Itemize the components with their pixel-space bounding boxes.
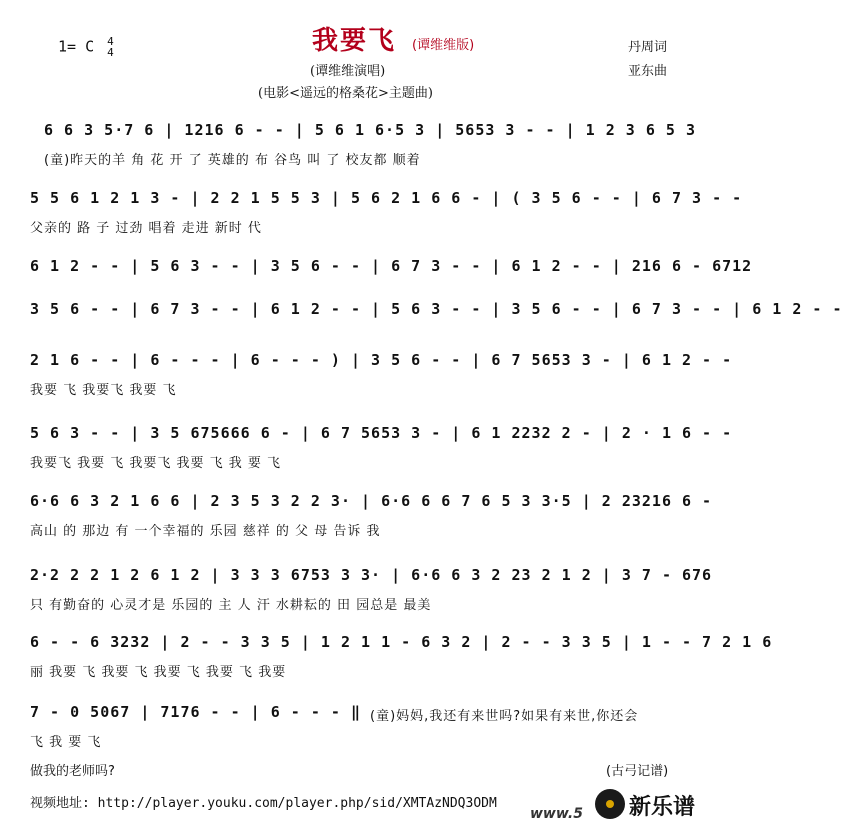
score-row-7-notes: 6·6 6 3 2 1 6 6 | 2 3 5 3 2 2 3· | 6·6 6 6 7 6 5 3 3·5 | 2 23216 6 - <box>30 492 713 510</box>
score-row-4-notes: 3 5 6 - - | 6 7 3 - - | 6 1 2 - - | 5 6 3 - - | 3 5 6 - - | 6 7 3 - - | 6 1 2 - - <box>30 300 843 318</box>
closing-speech-end: 做我的老师吗? <box>30 764 115 779</box>
score-row-10-lyrics: 飞 我 要 飞 <box>30 735 102 750</box>
composer-credit: 亚东曲 <box>628 64 668 79</box>
key-text: 1= C <box>58 37 95 56</box>
score-row-7-lyrics: 高山 的 那边 有 一个幸福的 乐园 慈祥 的 父 母 告诉 我 <box>30 524 381 539</box>
key-signature <box>58 36 114 58</box>
score-row-2-notes: 5 5 6 1 2 1 3 - | 2 2 1 5 5 3 | 5 6 2 1 6 6 - | ( 3 5 6 - - | 6 7 3 - - <box>30 189 743 207</box>
score-row-5-notes: 2 1 6 - - | 6 - - - | 6 - - - ) | 3 5 6 - - | 6 7 5653 3 - | 6 1 2 - - <box>30 351 733 369</box>
score-row-5-lyrics: 我要 飞 我要飞 我要 飞 <box>30 383 177 398</box>
score-row-1-lyrics: (童)昨天的羊 角 花 开 了 英雄的 布 谷鸟 叫 了 校友都 顺着 <box>44 153 421 168</box>
score-row-1-notes: 6 6 3 5·7 6 | 1216 6 - - | 5 6 1 6·5 3 | 5653 3 - - | 1 2 3 6 5 3 <box>44 121 696 139</box>
video-link[interactable] <box>30 792 497 811</box>
record-disc-icon <box>595 789 625 819</box>
score-row-9-lyrics: 丽 我要 飞 我要 飞 我要 飞 我要 飞 我要 <box>30 665 287 680</box>
score-row-8-notes: 2·2 2 2 1 2 6 1 2 | 3 3 3 6753 3 3· | 6·6 6 3 2 23 2 1 2 | 3 7 - 676 <box>30 566 713 584</box>
score-row-10-notes: 7 - 0 5067 | 7176 - - | 6 - - - ‖ <box>30 703 362 721</box>
score-row-6-lyrics: 我要飞 我要 飞 我要飞 我要 飞 我 要 飞 <box>30 456 282 471</box>
score-row-2-lyrics: 父亲的 路 子 过劲 唱着 走进 新时 代 <box>30 221 262 236</box>
score-row-8-lyrics: 只 有勤奋的 心灵才是 乐园的 主 人 汗 水耕耘的 田 园总是 最美 <box>30 598 432 613</box>
score-row-9-notes: 6 - - 6 3232 | 2 - - 3 3 5 | 1 2 1 1 - 6 3 2 | 2 - - 3 3 5 | 1 - - 7 2 1 6 <box>30 633 773 651</box>
video-url: http://player.youku.com/player.php/sid/XMTAzNDQ3ODM <box>97 796 497 811</box>
time-signature <box>107 36 114 58</box>
score-row-6-notes: 5 6 3 - - | 3 5 675666 6 - | 6 7 5653 3 - | 6 1 2232 2 - | 2 · 1 6 - - <box>30 424 733 442</box>
film-credit: (电影<遥远的格桑花>主题曲) <box>258 86 433 101</box>
meter-top: 4 <box>107 35 114 48</box>
closing-speech: (童)妈妈,我还有来世吗?如果有来世,你还会 <box>370 709 639 724</box>
video-label: 视频地址: <box>30 796 90 811</box>
transcriber-credit: (古弓记谱) <box>606 764 669 779</box>
meter-bottom: 4 <box>107 46 114 59</box>
lyricist-credit: 丹周词 <box>628 40 668 55</box>
version-label: (谭维维版) <box>412 38 475 53</box>
singer-credit: (谭维维演唱) <box>310 64 386 79</box>
score-row-3-notes: 6 1 2 - - | 5 6 3 - - | 3 5 6 - - | 6 7 3 - - | 6 1 2 - - | 216 6 - 6712 <box>30 257 753 275</box>
song-title: 我要飞 <box>312 26 397 56</box>
logo-text: 新乐谱 <box>629 795 696 820</box>
site-watermark: www.5 <box>530 806 583 822</box>
site-logo <box>585 786 715 826</box>
